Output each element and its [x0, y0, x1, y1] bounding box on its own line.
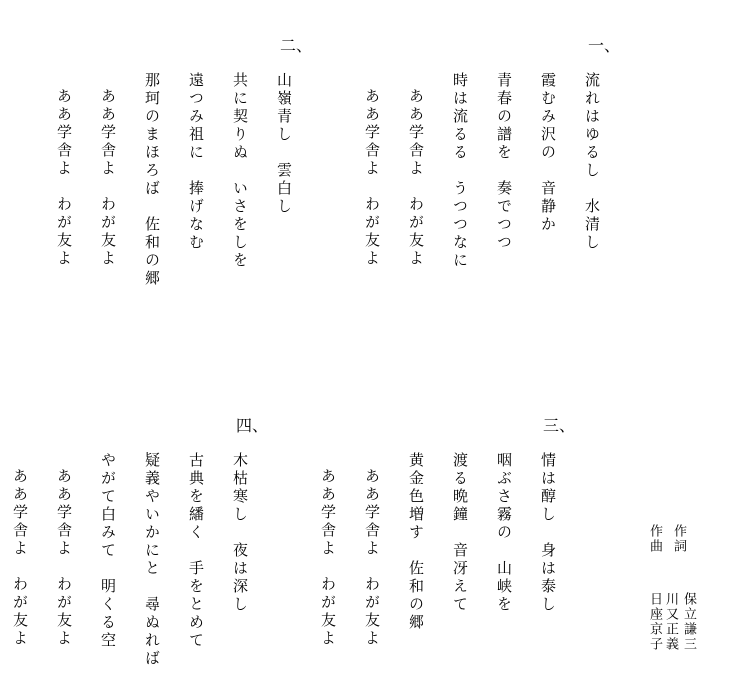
- music-role: 作曲: [647, 524, 662, 554]
- verse-4-line-5: ああ学舎よ わが友よ: [55, 468, 73, 648]
- music-name: 日座京子: [647, 592, 662, 652]
- verse-3-line-5: ああ学舎よ わが友よ: [363, 468, 381, 648]
- verse-4-line-4: やがて白みて 明くる空: [99, 452, 117, 650]
- lyrics-role: 作詞: [671, 524, 686, 554]
- verse-4-number: 四、: [236, 416, 269, 435]
- verse-3-number: 三、: [543, 416, 576, 435]
- verse-1-number: 一、: [588, 36, 621, 55]
- verse-4-line-3: 疑義やいかにと 尋ぬれば: [143, 452, 161, 668]
- verse-4-line-2: 古典を繙く 手をとめて: [187, 452, 205, 650]
- lyrics-name-1: 保立謙三: [681, 592, 696, 652]
- verse-2-line-1: 山嶺青し 雲白し: [275, 72, 293, 216]
- verse-2-number: 二、: [280, 36, 313, 55]
- verse-3-line-4: 黄金色増す 佐和の郷: [407, 452, 425, 632]
- verse-1-line-3: 青春の譜を 奏でつつ: [495, 72, 513, 252]
- lyrics-name-2: 川又正義: [663, 592, 678, 652]
- verse-2-line-2: 共に契りぬ いさをしを: [231, 72, 249, 270]
- verse-4-line-1: 木枯寒し 夜は深し: [231, 452, 249, 614]
- verse-2-line-3: 遠つみ祖に 捧げなむ: [187, 72, 205, 252]
- verse-1-line-1: 流れはゆるし 水清し: [583, 72, 601, 252]
- verse-3-line-2: 咽ぶさ霧の 山峡を: [495, 452, 513, 614]
- verse-2-line-5: ああ学舎よ わが友よ: [99, 88, 117, 268]
- verse-2-line-6: ああ学舎よ わが友よ: [55, 88, 73, 268]
- verse-1-line-4: 時は流るる うつつなに: [451, 72, 469, 270]
- verse-1-line-6: ああ学舎よ わが友よ: [363, 88, 381, 268]
- verse-1-line-2: 霞むみ沢の 音静か: [539, 72, 557, 234]
- verse-3-line-6: ああ学舎よ わが友よ: [319, 468, 337, 648]
- verse-3-line-3: 渡る晩鐘 音冴えて: [451, 452, 469, 614]
- verse-3-line-1: 情は醇し 身は泰し: [539, 452, 557, 614]
- verse-2-line-4: 那珂のまほろば 佐和の郷: [143, 72, 161, 288]
- verse-1-line-5: ああ学舎よ わが友よ: [407, 88, 425, 268]
- verse-4-line-6: ああ学舎よ わが友よ: [11, 468, 29, 648]
